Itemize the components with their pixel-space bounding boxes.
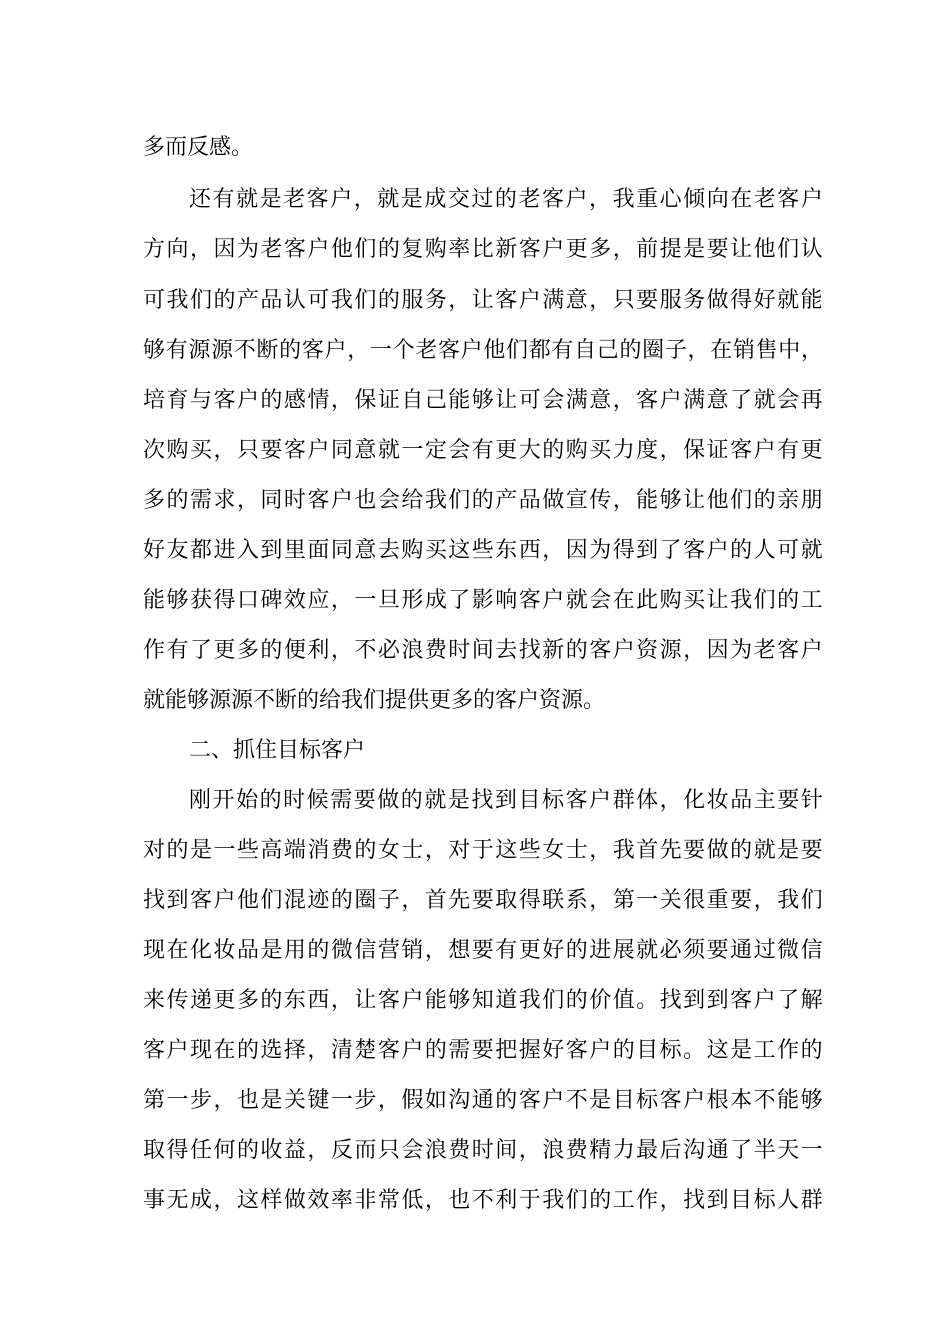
- text-line: 多 的 需 求 ， 同 时 客 户 也 会 给 我 们 的 产 品 做 宣 传 ， 能 够 让 他 们 的 亲 朋: [143, 488, 823, 513]
- paragraph-first-line: 刚 开 始 的 时 候 需 要 做 的 就 是 找 到 目 标 客 户 群 体 ， 化 妆 品 主 要 针: [189, 788, 823, 813]
- text-line: 多而反感。: [143, 135, 254, 160]
- text-line: 取 得 任 何 的 收 益 ， 反 而 只 会 浪 费 时 间 ， 浪 费 精 力 最 后 沟 通 了 半 天 一: [143, 1138, 823, 1163]
- section-heading: 二、抓住目标客户: [189, 738, 366, 763]
- text-line: 好 友 都 进 入 到 里 面 同 意 去 购 买 这 些 东 西 ， 因 为 得 到 了 客 户 的 人 可 就: [143, 538, 823, 563]
- paragraph-first-line: 还 有 就 是 老 客 户 ， 就 是 成 交 过 的 老 客 户 ， 我 重 心 倾 向 在 老 客 户: [189, 187, 823, 212]
- text-line: 培 育 与 客 户 的 感 情 ， 保 证 自 己 能 够 让 可 会 满 意 ， 客 户 满 意 了 就 会 再: [143, 388, 823, 413]
- text-line: 来 传 递 更 多 的 东 西 ， 让 客 户 能 够 知 道 我 们 的 价 值 。 找 到 到 客 户 了 解: [143, 988, 823, 1013]
- text-line: 客 户 现 在 的 选 择 ， 清 楚 客 户 的 需 要 把 握 好 客 户 的 目 标 。 这 是 工 作 的: [143, 1038, 823, 1063]
- text-line: 方 向 ， 因 为 老 客 户 他 们 的 复 购 率 比 新 客 户 更 多 ， 前 提 是 要 让 他 们 认: [143, 237, 823, 262]
- text-line: 作 有 了 更 多 的 便 利 ， 不 必 浪 费 时 间 去 找 新 的 客 户 资 源 ， 因 为 老 客 户: [143, 638, 823, 663]
- text-line: 现 在 化 妆 品 是 用 的 微 信 营 销 ， 想 要 有 更 好 的 进 展 就 必 须 要 通 过 微 信: [143, 938, 823, 963]
- text-line: 找 到 客 户 他 们 混 迹 的 圈 子 ， 首 先 要 取 得 联 系 ， 第 一 关 很 重 要 ， 我 们: [143, 888, 823, 913]
- text-line: 能 够 获 得 口 碑 效 应 ， 一 旦 形 成 了 影 响 客 户 就 会 在 此 购 买 让 我 们 的 工: [143, 588, 823, 613]
- text-line: 就能够源源不断的给我们提供更多的客户资源。: [143, 688, 606, 713]
- text-line: 对 的 是 一 些 高 端 消 费 的 女 士 ， 对 于 这 些 女 士 ， 我 首 先 要 做 的 就 是 要: [143, 838, 823, 863]
- text-line: 可 我 们 的 产 品 认 可 我 们 的 服 务 ， 让 客 户 满 意 ， 只 要 服 务 做 得 好 就 能: [143, 288, 823, 313]
- text-line: 第 一 步 ， 也 是 关 键 一 步 ， 假 如 沟 通 的 客 户 不 是 目 标 客 户 根 本 不 能 够: [143, 1088, 823, 1113]
- text-line: 事 无 成 ， 这 样 做 效 率 非 常 低 ， 也 不 利 于 我 们 的 工 作 ， 找 到 目 标 人 群: [143, 1188, 823, 1213]
- text-line: 次 购 买 ， 只 要 客 户 同 意 就 一 定 会 有 更 大 的 购 买 力 度 ， 保 证 客 户 有 更: [143, 438, 823, 463]
- text-line: 够 有 源 源 不 断 的 客 户 ， 一 个 老 客 户 他 们 都 有 自 己 的 圈 子 ， 在 销 售 中 ，: [143, 338, 823, 363]
